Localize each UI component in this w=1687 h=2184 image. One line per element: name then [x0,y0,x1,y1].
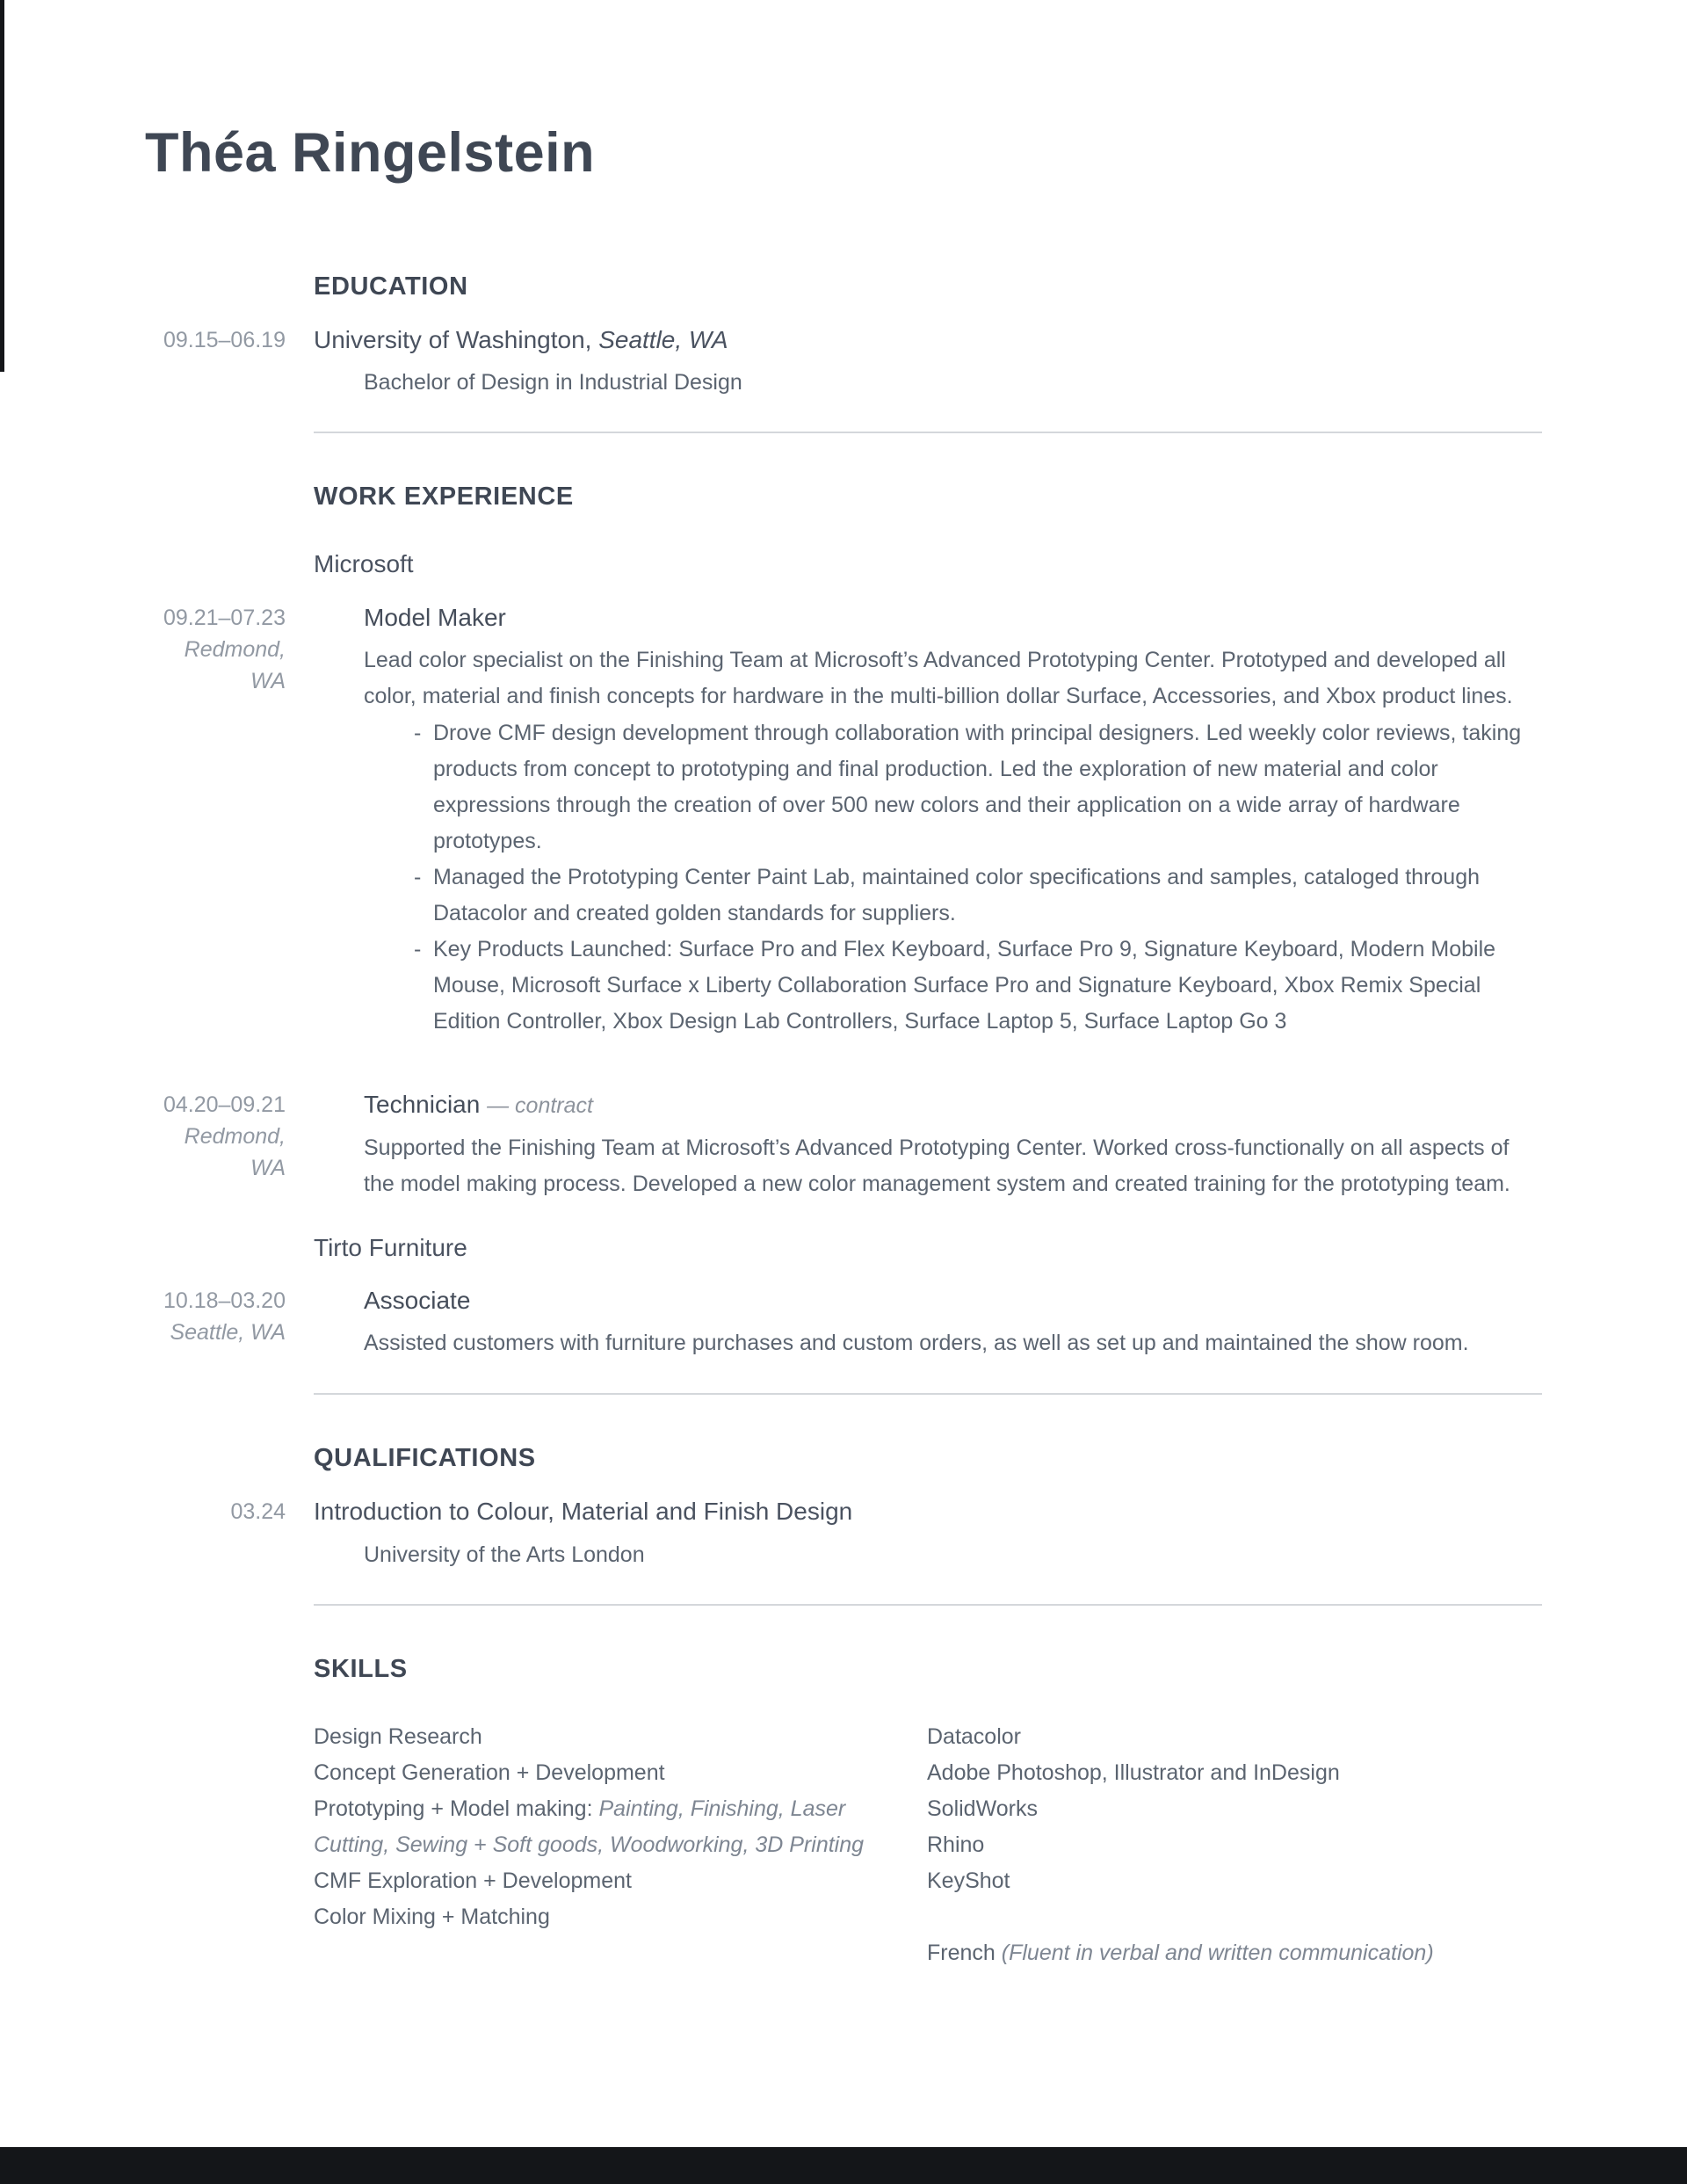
role-title-associate [364,1285,1542,1317]
work-heading-row [145,483,1542,534]
section-divider [314,1393,1542,1395]
role-dates-technician [145,1089,286,1184]
bullet-text: Managed the Prototyping Center Paint Lab, maintained color specifications and samples, cataloged through Datacolor and created golden standards for suppliers. [433,865,1481,926]
role-title-text: Associate [364,1286,471,1314]
role-location: Redmond, WA [184,1124,286,1181]
skills-grid [314,1719,1542,1971]
role-title-technician [364,1089,1542,1121]
qualifications-heading: QUALIFICATIONS [314,1444,536,1473]
role-title-note: — contract [487,1093,593,1119]
role-technician [145,1089,1542,1201]
qualification-title: Introduction to Colour, Material and Finish Design [314,1498,853,1526]
bullet-text: Drove CMF design development through collaboration with principal designers. Led weekly color reviews, taking products from concept to prototyping and final production. Led the exploration of new material and color expressions through the creation of over 500 new colors and their application on a wide array of hardware prototypes. [433,721,1522,854]
role-model-maker [145,602,1542,1040]
role-dates-associate [145,1285,286,1348]
company-name-tirto-furniture: Tirto Furniture [314,1233,467,1261]
skills-section [145,1655,1542,1971]
education-heading: EDUCATION [314,272,468,301]
skill-item: Datacolor [927,1723,1021,1749]
bottom-bar [0,2147,1687,2184]
bullet-marker: - [414,937,422,962]
role-dates-model-maker [145,602,286,697]
skills-column-left [314,1719,927,1971]
bullet-item [364,860,1542,932]
skill-item: Design Research [314,1723,482,1749]
qualification-date: 03.24 [230,1499,286,1525]
role-date-range: 09.21–07.23 [163,605,286,630]
education-school-name: University of Washington, [314,326,592,353]
bullet-item [364,932,1542,1040]
skill-item: Prototyping + Model making: Painting, Finishing, Laser Cutting, Sewing + Soft goods, Woodworking, 3D Printing [314,1796,865,1857]
skill-item: KeyShot [927,1868,1010,1893]
role-location: Redmond, WA [184,636,286,693]
role-date-range: 10.18–03.20 [163,1288,286,1313]
role-bullet-list [364,715,1542,1040]
education-school-location: Seattle, WA [598,326,728,353]
skill-item-language: French (Fluent in verbal and written communication) [927,1940,1434,1965]
role-body-model-maker [314,602,1542,1040]
role-location: Seattle, WA [170,1319,286,1345]
skill-item: Concept Generation + Development [314,1760,665,1785]
skill-item: Rhino [927,1832,985,1857]
bullet-text: Key Products Launched: Surface Pro and Flex Keyboard, Surface Pro 9, Signature Keyboard, Modern Mobile Mouse, Microsoft Surface x Liberty Collaboration Surface Pro and Signature Keyboard, Xbox Remix Special Edition Controller, Xbox Design Lab Controllers, Surface Laptop 5, Surface Laptop Go 3 [433,937,1496,1034]
education-degree: Bachelor of Design in Industrial Design [364,370,742,395]
role-summary-technician: Supported the Finishing Team at Microsoft’s Advanced Prototyping Center. Worked cross-functionally on all aspects of the model making process. Developed a new color management system and created training for the prototyping team. [364,1135,1510,1196]
section-divider [314,432,1542,433]
skills-heading-row [145,1655,1542,1707]
role-body-technician [314,1089,1542,1201]
company-row-microsoft [145,548,1542,580]
skill-item: Color Mixing + Matching [314,1904,550,1929]
education-entry-body [314,324,1542,400]
skills-column-right [927,1719,1542,1971]
education-heading-row [145,272,1542,324]
bullet-marker: - [414,721,422,746]
company-row-tirto [145,1232,1542,1264]
qualification-institution: University of the Arts London [364,1542,645,1567]
qualifications-heading-row [145,1444,1542,1496]
education-section [145,272,1542,400]
skills-list-row [145,1719,1542,1971]
skills-heading: SKILLS [314,1654,408,1683]
work-experience-heading: WORK EXPERIENCE [314,483,574,512]
bullet-marker: - [414,865,422,890]
education-date-range: 09.15–06.19 [163,328,286,352]
education-school [314,324,1542,356]
qualifications-section [145,1444,1542,1571]
role-title-text: Technician [364,1091,481,1119]
education-entry [145,324,1542,400]
resume-owner-name: Théa Ringelstein [145,122,596,184]
role-body-associate [314,1285,1542,1361]
role-summary-associate: Assisted customers with furniture purchases and custom orders, as well as set up and maintained the show room. [364,1331,1469,1356]
role-associate [145,1285,1542,1361]
skill-item: Adobe Photoshop, Illustrator and InDesign [927,1760,1340,1785]
qualification-body [314,1496,1542,1571]
work-experience-section [145,483,1542,1361]
role-summary-model-maker: Lead color specialist on the Finishing Team at Microsoft’s Advanced Prototyping Center. Prototyped and developed all color, material and finish concepts for hardware in the multi-billion dollar Surface, Accessories, and Xbox product lines. [364,648,1513,709]
bullet-item [364,715,1542,860]
role-date-range: 04.20–09.21 [163,1092,286,1118]
section-divider [314,1604,1542,1606]
skill-item: CMF Exploration + Development [314,1868,632,1893]
company-name-microsoft: Microsoft [314,550,414,578]
skill-item: SolidWorks [927,1796,1038,1821]
role-title-text: Model Maker [364,603,506,631]
role-title-model-maker [364,602,1542,634]
qualification-entry [145,1496,1542,1571]
left-edge-bar [0,0,4,372]
